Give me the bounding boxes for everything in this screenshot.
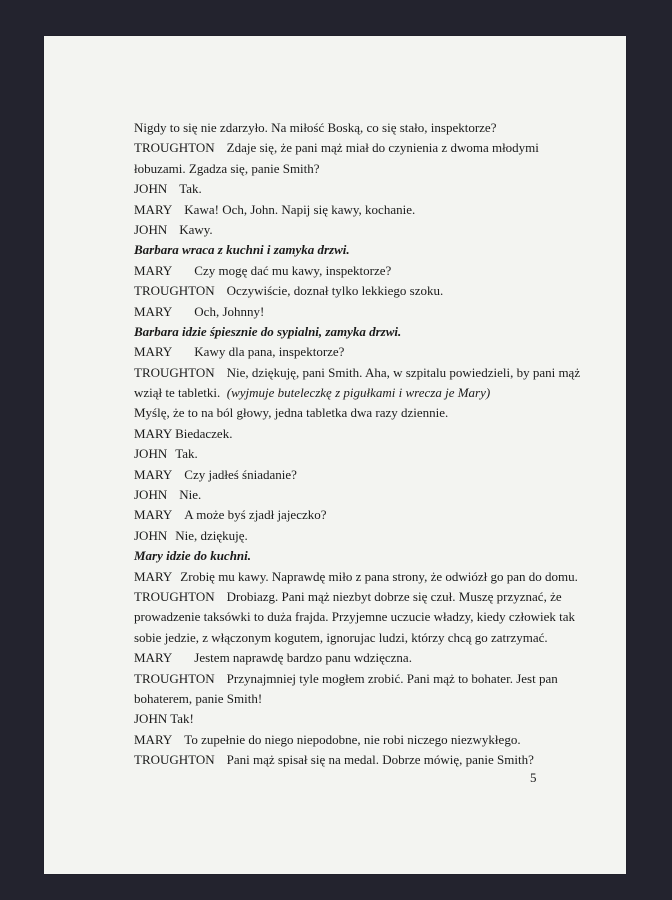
speaker-name: MARY (134, 344, 173, 360)
script-line (134, 118, 604, 138)
script-line (134, 587, 604, 607)
line-text: Nie. (179, 487, 202, 503)
script-line (134, 465, 604, 485)
line-text: bohaterem, panie Smith! (134, 690, 263, 706)
line-text: Nie, dziękuję, pani Smith. Aha, w szpitalu powiedzieli, by pani mąż (226, 364, 581, 380)
speaker-name: MARY (134, 262, 173, 278)
parenthetical-direction: (wyjmuje buteleczkę z pigułkami i wrecza je Mary) (226, 385, 491, 401)
script-line (134, 424, 604, 444)
line-text: A może byś zjadł jajeczko? (184, 507, 327, 523)
script-line (134, 281, 604, 301)
speaker-name: JOHN (134, 446, 168, 462)
speaker-name: TROUGHTON (134, 752, 215, 768)
script-line (134, 669, 604, 689)
script-line (134, 526, 604, 546)
speaker-name: MARY (134, 568, 173, 584)
line-text: Czy mogę dać mu kawy, inspektorze? (194, 262, 392, 278)
line-text: Kawa! Och, John. Napij się kawy, kochanie. (184, 201, 416, 217)
speaker-name: MARY (134, 303, 173, 319)
script-line (134, 689, 604, 709)
speaker-name: TROUGHTON (134, 140, 215, 156)
script-line (134, 342, 604, 362)
script-line (134, 302, 604, 322)
script-line (134, 179, 604, 199)
line-text: Nie, dziękuję. (175, 527, 248, 543)
speaker-name: JOHN (134, 487, 168, 503)
speaker-name: MARY (134, 466, 173, 482)
script-line (134, 138, 604, 158)
script-line (134, 200, 604, 220)
line-text: Przynajmniej tyle mogłem zrobić. Pani mąż to bohater. Jest pan (226, 670, 558, 686)
line-text: Tak. (175, 446, 198, 462)
script-line (134, 444, 604, 464)
script-line (134, 567, 604, 587)
speaker-name: TROUGHTON (134, 588, 215, 604)
line-text: Drobiazg. Pani mąż niezbyt dobrze się czuł. Muszę przyznać, że (226, 588, 562, 604)
script-line (134, 485, 604, 505)
stage-direction: Mary idzie do kuchni. (134, 548, 252, 564)
speaker-name: JOHN (134, 527, 168, 543)
speaker-name: MARY (134, 650, 173, 666)
speaker-name: MARY (134, 201, 173, 217)
line-text: Tak. (179, 181, 202, 197)
speaker-name: MARY (134, 425, 172, 441)
line-text: Zrobię mu kawy. Naprawdę miło z pana strony, że odwiózł go pan do domu. (180, 568, 578, 584)
speaker-name: JOHN (134, 711, 168, 727)
script-line (134, 261, 604, 281)
line-text: prowadzenie taksówki to duża frajda. Przyjemne uczucie władzy, kiedy człowiek tak (134, 609, 575, 625)
speaker-name: TROUGHTON (134, 670, 215, 686)
speaker-name: TROUGHTON (134, 364, 215, 380)
line-text: Zdaje się, że pani mąż miał do czynienia z dwoma młodymi (226, 140, 539, 156)
line-text: łobuzami. Zgadza się, panie Smith? (134, 160, 320, 176)
script-line (134, 363, 604, 383)
line-text: Och, Johnny! (194, 303, 265, 319)
speaker-name: TROUGHTON (134, 283, 215, 299)
speaker-name: JOHN (134, 221, 168, 237)
script-line (134, 383, 604, 403)
line-text: Kawy dla pana, inspektorze? (194, 344, 345, 360)
page-number: 5 (530, 770, 537, 785)
script-text (134, 118, 604, 771)
stage-direction: Barbara wraca z kuchni i zamyka drzwi. (134, 242, 350, 258)
script-line (134, 159, 604, 179)
line-text: Nigdy to się nie zdarzyło. Na miłość Boską, co się stało, inspektorze? (134, 120, 497, 135)
script-line (134, 730, 604, 750)
line-text: wziął te tabletki. (134, 385, 221, 401)
line-text: Tak! (170, 711, 194, 727)
line-text: Pani mąż spisał się na medal. Dobrze mówię, panie Smith? (226, 752, 534, 768)
script-line (134, 709, 604, 729)
speaker-name: MARY (134, 507, 173, 523)
line-text: Biedaczek. (175, 425, 233, 441)
stage-direction: Barbara idzie śpiesznie do sypialni, zamyka drzwi. (134, 323, 402, 339)
line-text: Kawy. (179, 221, 213, 237)
line-text: Jestem naprawdę bardzo panu wdzięczna. (194, 650, 412, 666)
script-line (134, 750, 604, 770)
line-text: To zupełnie do niego niepodobne, nie robi niczego niezwykłego. (184, 731, 521, 747)
line-text: Oczywiście, doznał tylko lekkiego szoku. (226, 283, 444, 299)
line-text: sobie jedzie, z włączonym kogutem, ignorujac ludzi, którzy chcą go zatrzymać. (134, 629, 548, 645)
line-text: Czy jadłeś śniadanie? (184, 466, 297, 482)
speaker-name: MARY (134, 731, 173, 747)
script-line (134, 628, 604, 648)
script-line (134, 220, 604, 240)
script-page (44, 36, 626, 874)
script-line (134, 607, 604, 627)
script-line (134, 648, 604, 668)
speaker-name: JOHN (134, 181, 168, 197)
script-line (134, 505, 604, 525)
line-text: Myślę, że to na ból głowy, jedna tabletka dwa razy dziennie. (134, 405, 449, 421)
script-line (134, 403, 604, 423)
